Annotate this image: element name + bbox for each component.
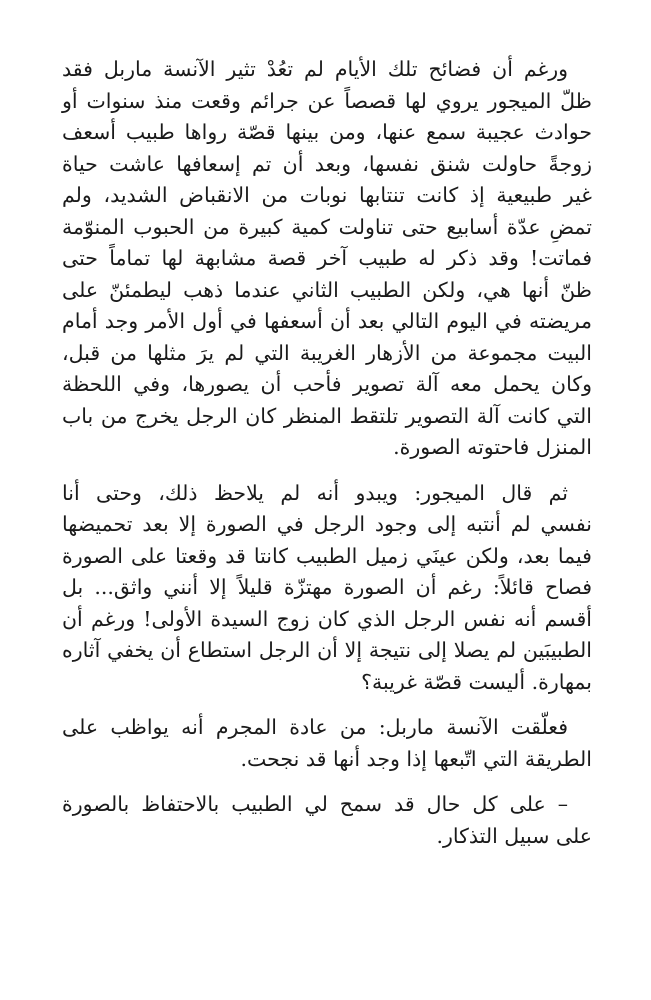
text-line: على سبيل التذكار.	[436, 823, 592, 848]
text-line: تمضِ عدّة أسابيع حتى تناولت كمية كبيرة من الحبوب المنوّمة	[62, 214, 592, 239]
text-line: ثم قال الميجور: ويبدو أنه لم يلاحظ ذلك، وحتى أنا	[62, 480, 568, 505]
text-line: فعلّقت الآنسة ماربل: من عادة المجرم أنه يواظب على	[62, 715, 568, 739]
text-line: فصاح قائلاً: رغم أن الصورة مهتزّة قليلاً إلا أنني واثق... بل	[62, 575, 592, 599]
text-line: المنزل فاحتوته الصورة.	[393, 435, 592, 459]
text-line: البيت مجموعة من الأزهار الغريبة التي لم يرَ مثلها من قبل،	[62, 340, 592, 365]
paragraph-2	[62, 478, 592, 699]
text-line: زوجةً حاولت شنق نفسها، وبعد أن تم إسعافها عاشت حياة	[62, 151, 592, 176]
text-line: الطريقة التي اتّبعها إذا وجد أنها قد نجحت.	[240, 746, 592, 771]
text-line: – على كل حال قد سمح لي الطبيب بالاحتفاظ بالصورة	[62, 792, 568, 816]
text-line: وكان يحمل معه آلة تصوير فأحب أن يصورها، وفي اللحظة	[62, 372, 592, 396]
text-line: بمهارة. أليست قصّة غريبة؟	[361, 669, 592, 694]
document-page	[62, 54, 592, 852]
text-line: غير طبيعية إذ كانت تنتابها نوبات من الانقباض الشديد، ولم	[62, 183, 592, 207]
text-line: ظلّ الميجور يروي لها قصصاً عن جرائم وقعت منذ سنوات أو	[62, 88, 592, 113]
text-line: ظنّ أنها هي، ولكن الطبيب الثاني عندما ذهب ليطمئنّ على	[62, 277, 592, 302]
paragraph-4	[62, 789, 592, 852]
text-line: حوادث عجيبة سمع عنها، ومن بينها قصّة رواها طبيب أسعف	[62, 120, 592, 144]
text-line: فيما بعد، ولكن عينَي زميل الطبيب كانتا قد وقعتا على الصورة	[62, 543, 592, 568]
text-line: ورغم أن فضائح تلك الأيام لم تعُدْ تثير الآنسة ماربل فقد	[62, 57, 568, 81]
text-line: الطبيبَين لم يصلا إلى نتيجة إلا أن الرجل استطاع أن يخفي آثاره	[62, 638, 592, 662]
text-line: أقسم أنه نفس الرجل الذي كان زوج السيدة الأولى! ورغم أن	[62, 606, 592, 631]
paragraph-3	[62, 712, 592, 775]
text-line: فماتت! وقد ذكر له طبيب آخر قصة مشابهة لها تماماً حتى	[62, 246, 592, 270]
paragraph-1	[62, 54, 592, 464]
text-line: نفسي لم أنتبه إلى وجود الرجل في الصورة إلا بعد تحميضها	[62, 512, 592, 536]
text-line: التي كانت آلة التصوير تلتقط المنظر كان الرجل يخرج من باب	[62, 403, 592, 428]
text-line: مريضته في اليوم التالي بعد أن أسعفها في أول الأمر وجد أمام	[62, 309, 592, 333]
